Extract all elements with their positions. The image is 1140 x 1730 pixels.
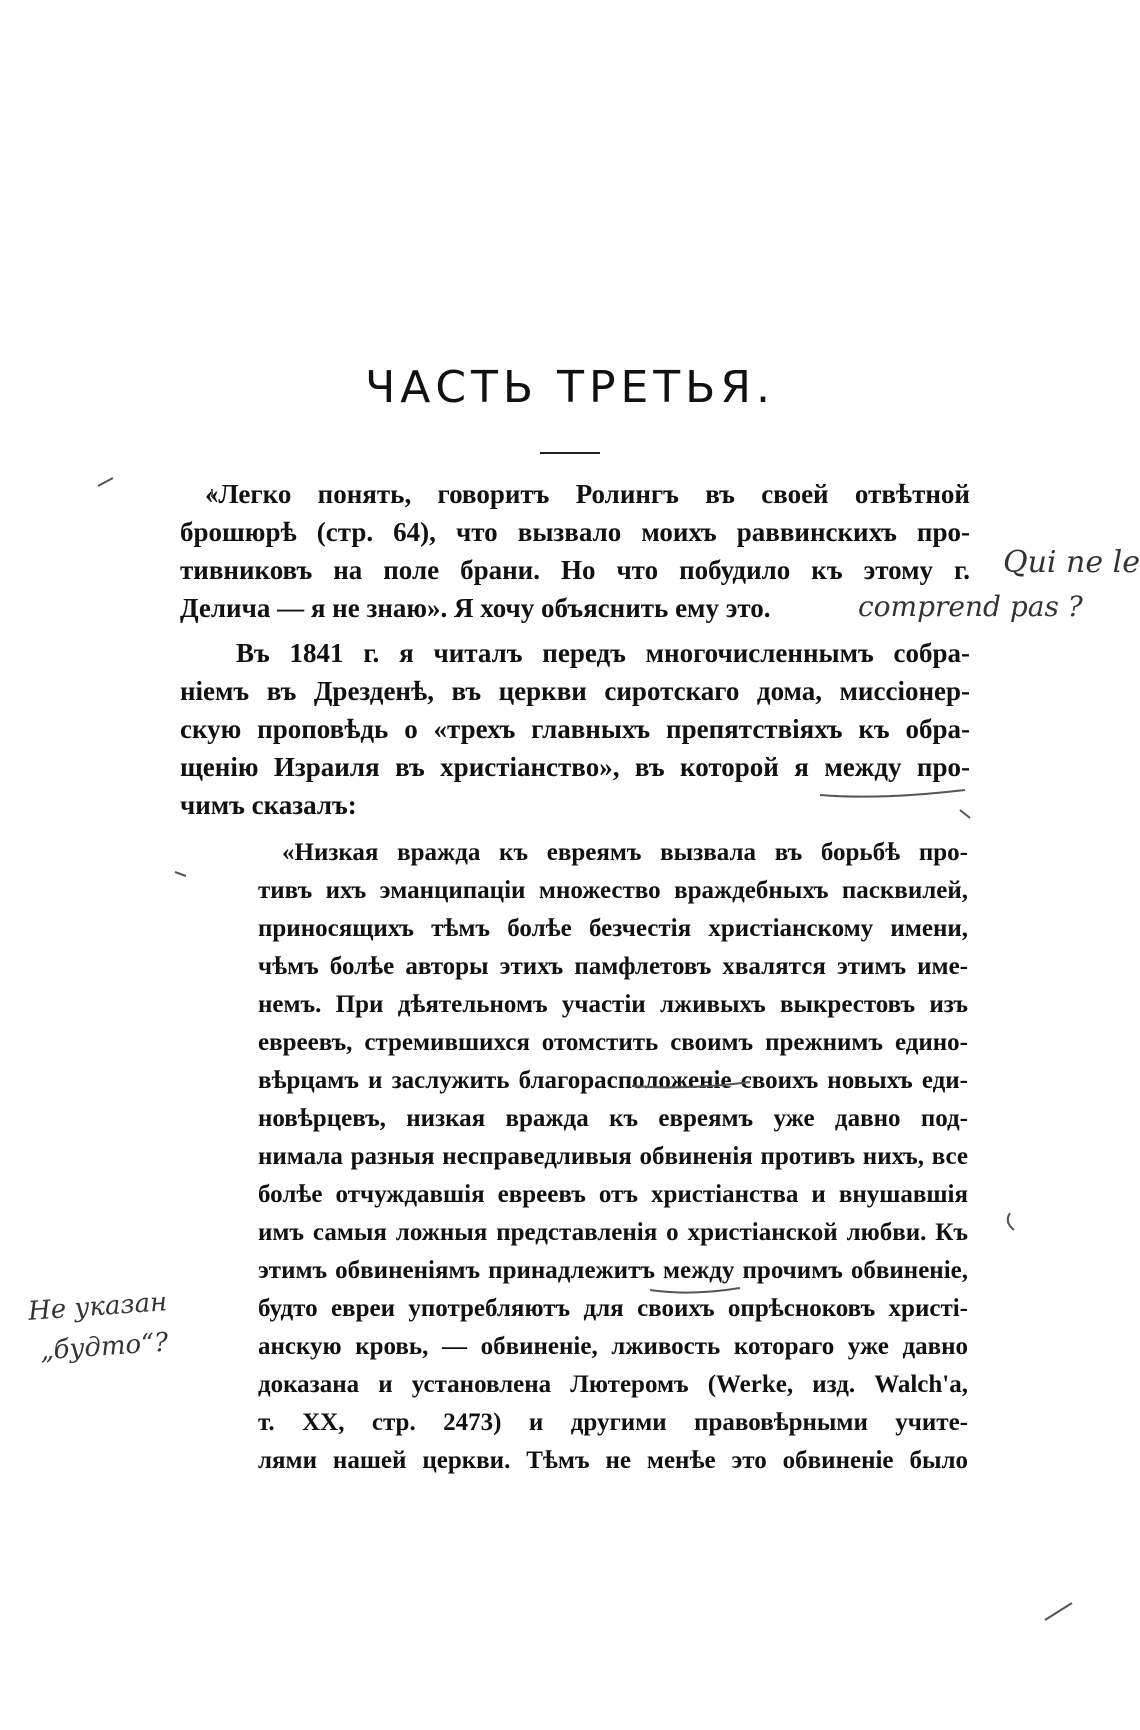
text-line: доказана и установлена Лютеромъ (Werke, изд. Walch'a, (258, 1371, 968, 1398)
text-line: нимала разныя несправедливыя обвиненія противъ нихъ, все (258, 1143, 968, 1170)
text-line: Делича — я не знаю». Я хочу объяснить ему это. (180, 593, 771, 623)
text-line: тивниковъ на поле брани. Но что побудило къ этому г. (180, 555, 970, 585)
pencil-dash (1045, 1603, 1072, 1620)
text-line: будто евреи употребляютъ для своихъ опрѣсноковъ христі- (258, 1295, 968, 1322)
text-line: Въ 1841 г. я читалъ передъ многочисленнымъ собра- (236, 638, 970, 668)
pencil-dash (960, 810, 970, 818)
text-line: тивъ ихъ эманципаціи множество враждебныхъ пасквилей, (258, 877, 968, 904)
text-line: немъ. При дѣятельномъ участіи лживыхъ выкрестовъ изъ (258, 991, 968, 1018)
pencil-dash (175, 872, 186, 876)
text-line: евреевъ, стремившихся отомстить своимъ прежнимъ едино- (258, 1029, 968, 1056)
handwritten-note-right: Qui ne le (1003, 545, 1140, 580)
handwritten-note-right: comprend pas ? (858, 590, 1083, 623)
text-line: т. XX, стр. 2473) и другими правовѣрными учите- (258, 1409, 968, 1436)
text-line: щенію Израиля въ христіанство», въ которой я между про- (180, 752, 970, 782)
text-line: «Низкая вражда къ евреямъ вызвала въ борьбѣ про- (282, 839, 968, 866)
underline-mark (820, 790, 965, 797)
text-line: лями нашей церкви. Тѣмъ не менѣе это обвиненіе было (258, 1447, 968, 1474)
text-line: этимъ обвиненіямъ принадлежитъ между прочимъ обвиненіе, (258, 1257, 968, 1284)
pencil-mark (1008, 1213, 1014, 1230)
underline-mark (650, 1288, 740, 1293)
text-line: приносящихъ тѣмъ болѣе безчестія христіанскому имени, (258, 915, 968, 942)
text-line: чимъ сказалъ: (180, 790, 357, 820)
text-line: новѣрцевъ, низкая вражда къ евреямъ уже давно под- (258, 1105, 968, 1132)
text-line: вѣрцамъ и заслужить благорасположеніе своихъ новыхъ еди- (258, 1067, 968, 1094)
pencil-dash (98, 478, 113, 486)
handwritten-note-left: Не указан (27, 1287, 169, 1327)
underline-mark (632, 1082, 750, 1087)
text-line: имъ самыя ложныя представленія о христіанской любви. Къ (258, 1219, 968, 1246)
text-line: скую проповѣдь о «трехъ главныхъ препятствіяхъ къ обра- (180, 714, 970, 744)
text-line: «Легко понять, говоритъ Ролингъ въ своей отвѣтной (205, 479, 970, 509)
text-line: ніемъ въ Дрезденѣ, въ церкви сиротскаго дома, миссіонер- (180, 676, 970, 706)
text-line: болѣе отчуждавшія евреевъ отъ христіанства и внушавшія (258, 1181, 968, 1208)
text-line: чѣмъ болѣе авторы этихъ памфлетовъ хвалятся этимъ име- (258, 953, 968, 980)
text-line: анскую кровь, — обвиненіе, лживость котораго уже давно (258, 1333, 968, 1360)
handwritten-note-left: „будто“? (39, 1327, 170, 1367)
chapter-heading: ЧАСТЬ ТРЕТЬЯ. (365, 362, 775, 413)
text-line: брошюрѣ (стр. 64), что вызвало моихъ раввинскихъ про- (180, 517, 970, 547)
